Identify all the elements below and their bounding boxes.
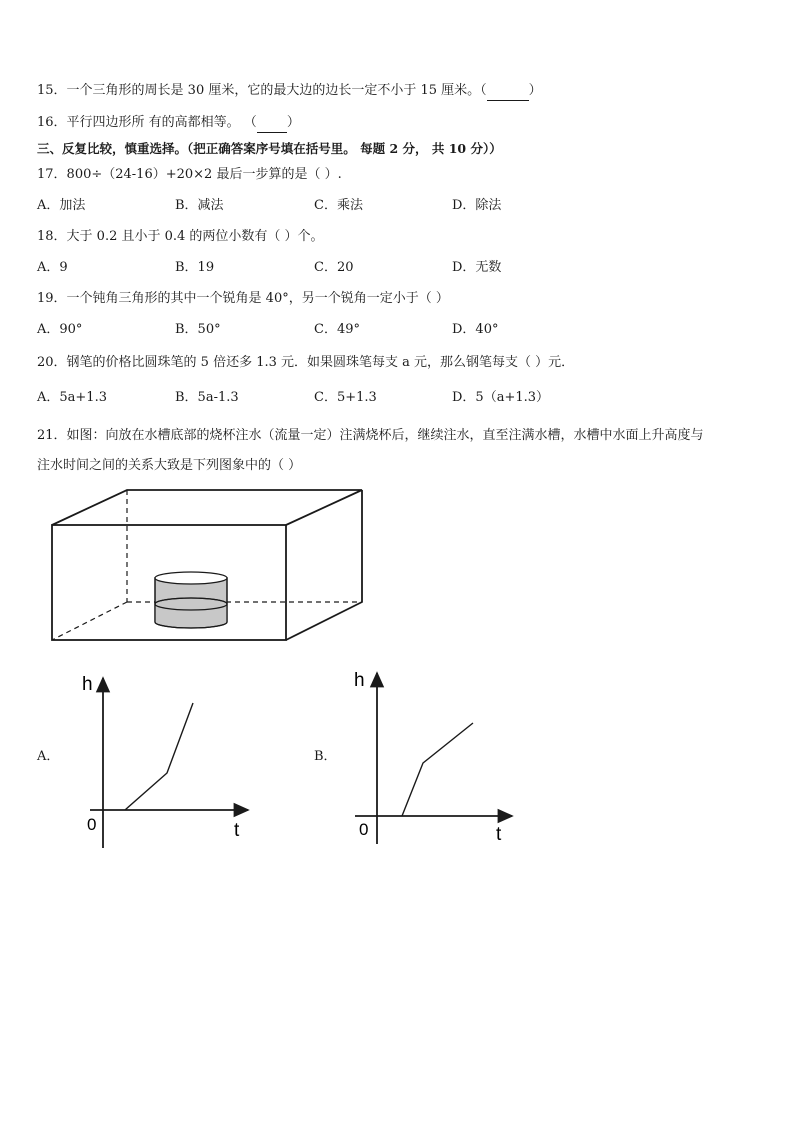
question-15 bbox=[37, 82, 542, 101]
q18-option-b[interactable]: B．19 bbox=[175, 260, 215, 275]
q20-option-c[interactable]: C．5+1.3 bbox=[314, 390, 377, 405]
answer-blank-16[interactable] bbox=[257, 114, 287, 133]
q19-option-a[interactable]: A．90° bbox=[37, 322, 83, 337]
graph-a-y-label: h bbox=[82, 674, 93, 695]
q19-option-d[interactable]: D．40° bbox=[452, 322, 499, 337]
tank-right-edges bbox=[286, 490, 362, 640]
question-15-close: ） bbox=[528, 83, 542, 98]
question-20-text: 20．钢笔的价格比圆珠笔的 5 倍还多 1.3 元．如果圆珠笔每支 a 元，那么钢笔每支（ ）元． bbox=[37, 355, 575, 370]
q18-option-a[interactable]: A．9 bbox=[37, 260, 68, 275]
graph-a[interactable] bbox=[80, 668, 255, 853]
graph-a-curve bbox=[125, 703, 193, 810]
graph-b-x-label: t bbox=[496, 824, 502, 845]
question-21-line-1: 21．如图：向放在水槽底部的烧杯注水（流量一定）注满烧杯后，继续注水，直至注满水槽，水槽中水面上升高度与 bbox=[37, 428, 704, 443]
q18-option-c[interactable]: C．20 bbox=[314, 260, 354, 275]
graph-b-label[interactable]: B． bbox=[314, 749, 337, 764]
question-17-text: 17．800÷（24-16）+20×2 最后一步算的是（ ）. bbox=[37, 167, 342, 182]
beaker-icon bbox=[155, 572, 227, 628]
graph-a-x-label: t bbox=[234, 820, 240, 841]
q17-option-d[interactable]: D．除法 bbox=[452, 198, 502, 213]
tank-beaker-figure bbox=[40, 482, 375, 647]
graph-a-label[interactable]: A． bbox=[37, 749, 60, 764]
graph-b[interactable] bbox=[350, 668, 520, 853]
answer-blank-15[interactable] bbox=[487, 82, 529, 101]
question-15-text: 15．一个三角形的周长是 30 厘米，它的最大边的边长一定不小于 15 厘米。（ bbox=[37, 83, 487, 98]
question-16 bbox=[37, 114, 300, 133]
graph-b-curve bbox=[402, 723, 473, 816]
q20-option-b[interactable]: B．5a-1.3 bbox=[175, 390, 239, 405]
q18-option-d[interactable]: D．无数 bbox=[452, 260, 502, 275]
question-16-close: ） bbox=[286, 115, 300, 130]
question-21-line-2: 注水时间之间的关系大致是下列图象中的（ ） bbox=[37, 458, 302, 473]
q17-option-a[interactable]: A．加法 bbox=[37, 198, 86, 213]
graph-b-origin: 0 bbox=[359, 820, 369, 839]
question-19-text: 19．一个钝角三角形的其中一个锐角是 40°，另一个锐角一定小于（ ） bbox=[37, 291, 449, 306]
graph-b-y-label: h bbox=[354, 670, 365, 691]
q17-option-c[interactable]: C．乘法 bbox=[314, 198, 363, 213]
question-16-text: 16．平行四边形所 有的高都相等。 （ bbox=[37, 115, 257, 130]
q20-option-d[interactable]: D．5（a+1.3） bbox=[452, 390, 550, 405]
q17-option-b[interactable]: B．减法 bbox=[175, 198, 224, 213]
q20-option-a[interactable]: A．5a+1.3 bbox=[37, 390, 107, 405]
graph-a-origin: 0 bbox=[87, 815, 97, 834]
tank-hidden-diagonal bbox=[52, 602, 127, 640]
question-18-text: 18．大于 0.2 且小于 0.4 的两位小数有（ ）个。 bbox=[37, 229, 324, 244]
q19-option-c[interactable]: C．49° bbox=[314, 322, 360, 337]
tank-top-edges bbox=[52, 490, 362, 525]
section-3-heading: 三、反复比较，慎重选择。（把正确答案序号填在括号里。 每题 2 分， 共 10 分）） bbox=[37, 141, 502, 156]
q19-option-b[interactable]: B．50° bbox=[175, 322, 221, 337]
